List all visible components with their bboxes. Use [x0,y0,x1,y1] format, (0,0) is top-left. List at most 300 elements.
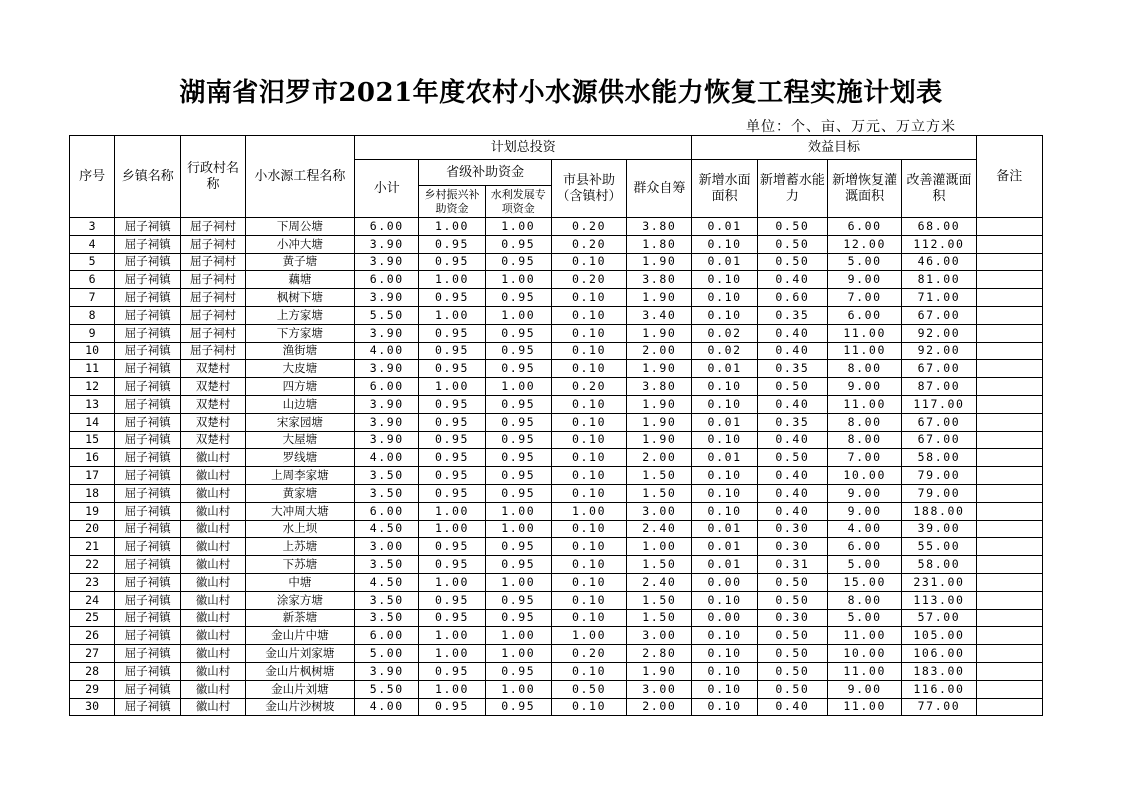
cell-seq: 27 [70,645,115,663]
unit-note: 单位：个、亩、万元、万立方米 [746,119,956,135]
cell-new-storage: 0.50 [757,449,827,467]
cell-new-storage: 0.35 [757,306,827,324]
cell-new-storage: 0.50 [757,627,827,645]
header-seq: 序号 [70,136,115,218]
cell-new-irrigation: 7.00 [828,449,902,467]
cell-remarks [976,520,1042,538]
cell-rural-revival-fund: 1.00 [419,378,485,396]
cell-seq: 17 [70,467,115,485]
cell-remarks [976,395,1042,413]
cell-village: 徽山村 [181,449,245,467]
cell-rural-revival-fund: 0.95 [419,591,485,609]
cell-subtotal: 3.50 [355,484,419,502]
cell-water-special-fund: 0.95 [485,360,551,378]
cell-city-county-fund: 0.10 [551,662,626,680]
cell-masses-fund: 3.00 [627,502,692,520]
cell-improve-irrigation: 81.00 [902,271,976,289]
cell-masses-fund: 3.80 [627,218,692,236]
cell-city-county-fund: 0.10 [551,342,626,360]
cell-masses-fund: 2.80 [627,645,692,663]
cell-new-storage: 0.40 [757,395,827,413]
cell-remarks [976,271,1042,289]
cell-rural-revival-fund: 0.95 [419,395,485,413]
cell-masses-fund: 1.90 [627,253,692,271]
cell-project: 山边塘 [245,395,354,413]
cell-new-irrigation: 6.00 [828,538,902,556]
cell-water-special-fund: 0.95 [485,662,551,680]
cell-subtotal: 6.00 [355,627,419,645]
cell-city-county-fund: 1.00 [551,502,626,520]
cell-town: 屈子祠镇 [115,609,181,627]
cell-masses-fund: 2.00 [627,449,692,467]
cell-seq: 9 [70,324,115,342]
header-new-storage: 新增蓄水能力 [757,160,827,218]
cell-subtotal: 5.50 [355,680,419,698]
cell-new-storage: 0.40 [757,342,827,360]
cell-seq: 8 [70,306,115,324]
cell-remarks [976,413,1042,431]
cell-water-special-fund: 1.00 [485,680,551,698]
cell-new-irrigation: 11.00 [828,324,902,342]
cell-project: 金山片中塘 [245,627,354,645]
cell-subtotal: 3.90 [355,395,419,413]
cell-seq: 18 [70,484,115,502]
cell-new-storage: 0.40 [757,502,827,520]
cell-improve-irrigation: 116.00 [902,680,976,698]
cell-rural-revival-fund: 0.95 [419,449,485,467]
cell-city-county-fund: 0.50 [551,680,626,698]
cell-village: 徽山村 [181,680,245,698]
cell-village: 徽山村 [181,591,245,609]
cell-seq: 6 [70,271,115,289]
cell-subtotal: 5.00 [355,645,419,663]
cell-improve-irrigation: 106.00 [902,645,976,663]
cell-village: 双楚村 [181,395,245,413]
cell-rural-revival-fund: 1.00 [419,502,485,520]
cell-rural-revival-fund: 0.95 [419,253,485,271]
cell-rural-revival-fund: 0.95 [419,698,485,716]
cell-town: 屈子祠镇 [115,342,181,360]
cell-village: 屈子祠村 [181,306,245,324]
cell-rural-revival-fund: 0.95 [419,324,485,342]
cell-city-county-fund: 0.10 [551,698,626,716]
cell-town: 屈子祠镇 [115,538,181,556]
table-row [70,342,1043,360]
cell-new-storage: 0.50 [757,253,827,271]
cell-new-water-area: 0.01 [692,449,757,467]
cell-project: 枫树下塘 [245,289,354,307]
cell-improve-irrigation: 57.00 [902,609,976,627]
cell-new-water-area: 0.01 [692,538,757,556]
cell-water-special-fund: 1.00 [485,573,551,591]
cell-new-water-area: 0.10 [692,395,757,413]
cell-city-county-fund: 0.20 [551,645,626,663]
cell-new-water-area: 0.01 [692,218,757,236]
cell-project: 中塘 [245,573,354,591]
cell-improve-irrigation: 92.00 [902,342,976,360]
cell-city-county-fund: 1.00 [551,627,626,645]
table-row [70,556,1043,574]
cell-new-irrigation: 8.00 [828,591,902,609]
cell-subtotal: 3.50 [355,609,419,627]
cell-village: 徽山村 [181,645,245,663]
cell-city-county-fund: 0.20 [551,235,626,253]
table-row [70,324,1043,342]
cell-water-special-fund: 1.00 [485,306,551,324]
cell-subtotal: 3.90 [355,360,419,378]
cell-rural-revival-fund: 1.00 [419,218,485,236]
cell-improve-irrigation: 67.00 [902,306,976,324]
cell-remarks [976,306,1042,324]
cell-city-county-fund: 0.10 [551,573,626,591]
cell-masses-fund: 3.00 [627,680,692,698]
cell-seq: 28 [70,662,115,680]
cell-improve-irrigation: 67.00 [902,360,976,378]
cell-new-storage: 0.40 [757,484,827,502]
cell-improve-irrigation: 188.00 [902,502,976,520]
cell-improve-irrigation: 231.00 [902,573,976,591]
cell-subtotal: 3.90 [355,413,419,431]
cell-rural-revival-fund: 0.95 [419,413,485,431]
cell-seq: 5 [70,253,115,271]
cell-remarks [976,591,1042,609]
cell-new-storage: 0.40 [757,431,827,449]
cell-masses-fund: 1.50 [627,609,692,627]
cell-water-special-fund: 0.95 [485,235,551,253]
cell-remarks [976,484,1042,502]
cell-subtotal: 6.00 [355,271,419,289]
cell-water-special-fund: 1.00 [485,627,551,645]
cell-new-storage: 0.40 [757,324,827,342]
cell-new-storage: 0.35 [757,360,827,378]
table-row [70,413,1043,431]
cell-new-water-area: 0.10 [692,591,757,609]
cell-seq: 29 [70,680,115,698]
cell-new-irrigation: 11.00 [828,662,902,680]
cell-town: 屈子祠镇 [115,431,181,449]
cell-remarks [976,609,1042,627]
cell-village: 双楚村 [181,378,245,396]
cell-remarks [976,360,1042,378]
cell-water-special-fund: 1.00 [485,271,551,289]
cell-subtotal: 4.50 [355,573,419,591]
cell-new-water-area: 0.10 [692,627,757,645]
cell-village: 徽山村 [181,556,245,574]
cell-seq: 13 [70,395,115,413]
cell-masses-fund: 1.50 [627,591,692,609]
cell-town: 屈子祠镇 [115,573,181,591]
cell-water-special-fund: 0.95 [485,431,551,449]
table-row [70,253,1043,271]
cell-new-water-area: 0.00 [692,573,757,591]
cell-city-county-fund: 0.20 [551,218,626,236]
cell-new-water-area: 0.01 [692,520,757,538]
cell-new-storage: 0.31 [757,556,827,574]
cell-improve-irrigation: 68.00 [902,218,976,236]
cell-new-storage: 0.40 [757,698,827,716]
cell-masses-fund: 1.50 [627,467,692,485]
cell-water-special-fund: 0.95 [485,556,551,574]
cell-water-special-fund: 1.00 [485,645,551,663]
cell-new-irrigation: 9.00 [828,484,902,502]
cell-subtotal: 3.90 [355,289,419,307]
cell-village: 双楚村 [181,413,245,431]
cell-village: 徽山村 [181,538,245,556]
cell-remarks [976,218,1042,236]
cell-improve-irrigation: 87.00 [902,378,976,396]
table-header [70,136,1043,218]
cell-new-water-area: 0.10 [692,235,757,253]
cell-new-storage: 0.30 [757,520,827,538]
cell-village: 徽山村 [181,627,245,645]
cell-city-county-fund: 0.10 [551,289,626,307]
cell-project: 新茶塘 [245,609,354,627]
cell-village: 徽山村 [181,484,245,502]
cell-new-irrigation: 5.00 [828,609,902,627]
header-masses: 群众自筹 [627,160,692,218]
cell-village: 屈子祠村 [181,235,245,253]
cell-masses-fund: 1.50 [627,556,692,574]
cell-new-irrigation: 9.00 [828,378,902,396]
cell-village: 屈子祠村 [181,324,245,342]
cell-rural-revival-fund: 0.95 [419,431,485,449]
cell-town: 屈子祠镇 [115,235,181,253]
cell-seq: 12 [70,378,115,396]
header-project: 小水源工程名称 [245,136,354,218]
header-new-irrigation: 新增恢复灌溉面积 [828,160,902,218]
cell-city-county-fund: 0.10 [551,449,626,467]
cell-project: 上苏塘 [245,538,354,556]
cell-town: 屈子祠镇 [115,627,181,645]
cell-masses-fund: 2.40 [627,573,692,591]
table-body [70,218,1043,716]
cell-remarks [976,342,1042,360]
table-row [70,306,1043,324]
table-row [70,235,1043,253]
cell-seq: 11 [70,360,115,378]
cell-remarks [976,289,1042,307]
cell-village: 徽山村 [181,520,245,538]
cell-seq: 14 [70,413,115,431]
cell-new-storage: 0.50 [757,591,827,609]
cell-town: 屈子祠镇 [115,306,181,324]
cell-seq: 3 [70,218,115,236]
cell-water-special-fund: 0.95 [485,538,551,556]
header-water-special: 水利发展专项资金 [485,186,551,218]
cell-town: 屈子祠镇 [115,520,181,538]
cell-subtotal: 6.00 [355,502,419,520]
cell-new-irrigation: 5.00 [828,556,902,574]
cell-subtotal: 4.00 [355,342,419,360]
cell-seq: 19 [70,502,115,520]
cell-village: 双楚村 [181,360,245,378]
cell-town: 屈子祠镇 [115,395,181,413]
cell-new-water-area: 0.02 [692,324,757,342]
cell-rural-revival-fund: 0.95 [419,662,485,680]
cell-project: 下周公塘 [245,218,354,236]
table-row [70,680,1043,698]
cell-project: 大皮塘 [245,360,354,378]
cell-new-irrigation: 11.00 [828,342,902,360]
cell-seq: 22 [70,556,115,574]
cell-new-irrigation: 8.00 [828,360,902,378]
cell-new-irrigation: 6.00 [828,218,902,236]
cell-village: 徽山村 [181,573,245,591]
cell-remarks [976,698,1042,716]
cell-rural-revival-fund: 1.00 [419,306,485,324]
cell-new-water-area: 0.10 [692,271,757,289]
cell-town: 屈子祠镇 [115,680,181,698]
cell-new-water-area: 0.10 [692,484,757,502]
cell-subtotal: 3.90 [355,253,419,271]
cell-rural-revival-fund: 1.00 [419,627,485,645]
cell-city-county-fund: 0.10 [551,591,626,609]
cell-water-special-fund: 0.95 [485,484,551,502]
cell-city-county-fund: 0.10 [551,609,626,627]
cell-town: 屈子祠镇 [115,271,181,289]
cell-remarks [976,324,1042,342]
cell-remarks [976,627,1042,645]
cell-masses-fund: 3.80 [627,271,692,289]
cell-subtotal: 4.00 [355,449,419,467]
cell-project: 水上坝 [245,520,354,538]
cell-remarks [976,680,1042,698]
table-row [70,645,1043,663]
cell-village: 双楚村 [181,431,245,449]
cell-masses-fund: 1.90 [627,662,692,680]
cell-project: 小冲大塘 [245,235,354,253]
cell-new-storage: 0.40 [757,271,827,289]
cell-new-irrigation: 8.00 [828,413,902,431]
cell-seq: 10 [70,342,115,360]
cell-new-irrigation: 9.00 [828,271,902,289]
cell-subtotal: 5.50 [355,306,419,324]
cell-water-special-fund: 0.95 [485,449,551,467]
cell-city-county-fund: 0.10 [551,467,626,485]
cell-village: 屈子祠村 [181,271,245,289]
cell-rural-revival-fund: 0.95 [419,609,485,627]
cell-remarks [976,662,1042,680]
cell-town: 屈子祠镇 [115,449,181,467]
cell-improve-irrigation: 58.00 [902,556,976,574]
cell-town: 屈子祠镇 [115,698,181,716]
table-row [70,698,1043,716]
cell-water-special-fund: 1.00 [485,502,551,520]
cell-project: 宋家园塘 [245,413,354,431]
cell-village: 徽山村 [181,502,245,520]
cell-rural-revival-fund: 1.00 [419,680,485,698]
table-row [70,271,1043,289]
cell-masses-fund: 3.40 [627,306,692,324]
cell-seq: 7 [70,289,115,307]
cell-new-water-area: 0.10 [692,378,757,396]
cell-new-storage: 0.50 [757,218,827,236]
cell-new-storage: 0.50 [757,378,827,396]
cell-project: 罗线塘 [245,449,354,467]
cell-new-water-area: 0.10 [692,467,757,485]
cell-new-storage: 0.50 [757,235,827,253]
cell-remarks [976,538,1042,556]
cell-town: 屈子祠镇 [115,218,181,236]
cell-village: 徽山村 [181,662,245,680]
header-plan-invest: 计划总投资 [355,136,692,160]
cell-new-storage: 0.50 [757,573,827,591]
cell-masses-fund: 2.40 [627,520,692,538]
cell-village: 屈子祠村 [181,218,245,236]
cell-masses-fund: 1.90 [627,360,692,378]
cell-masses-fund: 1.80 [627,235,692,253]
table-row [70,538,1043,556]
cell-new-storage: 0.35 [757,413,827,431]
cell-new-water-area: 0.10 [692,645,757,663]
cell-seq: 24 [70,591,115,609]
cell-city-county-fund: 0.20 [551,378,626,396]
cell-improve-irrigation: 112.00 [902,235,976,253]
cell-project: 四方塘 [245,378,354,396]
cell-masses-fund: 1.90 [627,395,692,413]
cell-new-water-area: 0.10 [692,306,757,324]
cell-city-county-fund: 0.10 [551,538,626,556]
cell-project: 金山片刘家塘 [245,645,354,663]
table-row [70,378,1043,396]
cell-improve-irrigation: 117.00 [902,395,976,413]
cell-water-special-fund: 0.95 [485,253,551,271]
cell-town: 屈子祠镇 [115,467,181,485]
cell-project: 金山片沙树坡 [245,698,354,716]
cell-city-county-fund: 0.10 [551,484,626,502]
cell-new-storage: 0.30 [757,609,827,627]
cell-water-special-fund: 1.00 [485,520,551,538]
cell-seq: 30 [70,698,115,716]
cell-village: 屈子祠村 [181,289,245,307]
cell-new-storage: 0.40 [757,467,827,485]
cell-subtotal: 3.50 [355,556,419,574]
cell-village: 徽山村 [181,698,245,716]
cell-new-irrigation: 6.00 [828,306,902,324]
header-improve-irrigation: 改善灌溉面积 [902,160,976,218]
cell-project: 下方家塘 [245,324,354,342]
cell-town: 屈子祠镇 [115,556,181,574]
cell-water-special-fund: 0.95 [485,289,551,307]
cell-village: 徽山村 [181,467,245,485]
cell-new-water-area: 0.10 [692,289,757,307]
cell-rural-revival-fund: 1.00 [419,645,485,663]
cell-rural-revival-fund: 1.00 [419,520,485,538]
cell-water-special-fund: 0.95 [485,698,551,716]
cell-subtotal: 3.00 [355,538,419,556]
header-provincial: 省级补助资金 [419,160,552,186]
cell-remarks [976,378,1042,396]
cell-new-storage: 0.50 [757,680,827,698]
cell-seq: 16 [70,449,115,467]
cell-new-water-area: 0.02 [692,342,757,360]
cell-improve-irrigation: 71.00 [902,289,976,307]
cell-town: 屈子祠镇 [115,591,181,609]
cell-new-irrigation: 9.00 [828,680,902,698]
cell-rural-revival-fund: 0.95 [419,467,485,485]
cell-town: 屈子祠镇 [115,413,181,431]
cell-seq: 4 [70,235,115,253]
cell-new-irrigation: 4.00 [828,520,902,538]
header-subtotal: 小计 [355,160,419,218]
header-village: 行政村名称 [181,136,245,218]
cell-new-irrigation: 10.00 [828,467,902,485]
header-benefit: 效益目标 [692,136,976,160]
cell-new-irrigation: 11.00 [828,627,902,645]
cell-city-county-fund: 0.10 [551,306,626,324]
cell-new-irrigation: 9.00 [828,502,902,520]
cell-new-irrigation: 15.00 [828,573,902,591]
